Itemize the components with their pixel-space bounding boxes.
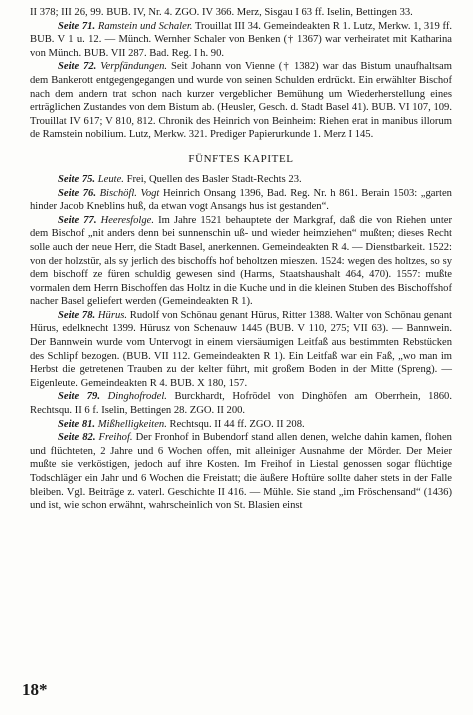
paragraph-text: Rechtsqu. II 44 ff. ZGO. II 208.: [169, 418, 305, 430]
paragraph: [30, 390, 452, 417]
paragraph: [30, 173, 452, 187]
paragraph: [30, 309, 452, 391]
paragraph-text: Der Fronhof in Bubendorf stand allen denen, welche dahin kamen, flohen und flüchteten, 2 Jahre und 6 Wochen offen, mit alleiniger Ausnahme der Mörder. Der Meier mußte sie verköstigen, jedoch auf ihre Kosten. Im Freihof in Liestal genossen sogar flüchtige Todschläger ein Jahr und 6 Wochen die Freistatt; die äußere Hoftüre sollte daher stets in der Falle bleiben. Vgl. Beiträge z. vaterl. Geschichte II 416. — Mühle. Sie stand „im Fröschensand“ (1436) und ist, wie schon erwähnt, wahrscheinlich von St. Blasien einst: [30, 432, 452, 512]
paragraph: [30, 20, 452, 61]
paragraph-label: Ramstein und Schaler.: [97, 20, 193, 32]
paragraph-label: Bischöfl. Vogt: [99, 187, 160, 199]
section-ref: Seite 81.: [58, 418, 96, 430]
paragraph-label: Leute.: [97, 173, 124, 185]
paragraph-label: Freihof.: [98, 432, 133, 444]
paragraph-text: Seit Johann von Vienne († 1382) war das Bistum unaufhaltsam dem Bankerott entgegengegangen und wurde von seinen Schulden erdrückt. Ein erwählter Bischof nach dem andern trat schon nach kurzer vergeblicher Bemühung um Wiederherstellung eines erträglichen Zustandes von dem Bistum ab. (Heusler, Gesch. d. Stadt Basel 41). BUB. VI 107, 109. Trouillat IV 617; V 810, 812. Chronik des Heinrich von Beinheim: Riehen erat in manibus illorum de Ramstein nobilium. Lutz, Merkw. 321. Prediger Papierurkunde 1. Merz I 145.: [30, 61, 452, 141]
section-ref: Seite 71.: [58, 20, 96, 32]
paragraph: [30, 214, 452, 309]
paragraph-label: Hürus.: [97, 309, 128, 321]
paragraph: [30, 187, 452, 214]
paragraph-label: Heeresfolge.: [100, 214, 155, 226]
section-ref: Seite 77.: [58, 214, 97, 226]
section-ref: Seite 82.: [58, 432, 96, 444]
section-ref: Seite 76.: [58, 187, 96, 199]
section-ref: Seite 72.: [58, 61, 97, 73]
paragraph: [30, 418, 452, 432]
paragraph-text: Im Jahre 1521 behauptete der Markgraf, daß die von Riehen unter dem Bischof „nit anders denn bei sunnenschin uß- und wieder heimziehen“ mußten; dieses Recht solle auch der neue Herr, die Stadt Basel, anerkennen. Gemeindeakten R 4. — Dienstbarkeit. 1522: von der holzstür, als sy jerlich des bischoffs hof beholtzen mieszen. 1524: wegen des holtzes, so sy dem bischoff ze füren schuldig gewesen sind (Harms, Staatshaushalt 464, 470). 1557: mußte vormalen dem Herrn Bischoffen das Holtz in die Kuche und in die kleinen Stuben des Bischoffshof nacher Basel geliefert werden (Gemeindeakten R 1).: [30, 214, 453, 308]
paragraph-text: Heinrich Onsang 1396, Bad. Reg. Nr. h 861. Berain 1503: „garten hinder Jacob Kneblins huß, da etwan vogt Ansangs hus ist gestanden“.: [30, 187, 452, 213]
section-ref: Seite 78.: [58, 309, 96, 321]
section-ref: Seite 75.: [58, 173, 96, 185]
page-number: 18*: [22, 680, 48, 699]
paragraph-text: Burckhardt, Hofrödel von Dinghöfen am Oberrhein, 1860. Rechtsqu. II 6 f. Iselin, Bettingen 28. ZGO. II 200.: [30, 391, 453, 417]
paragraph: [30, 431, 452, 513]
paragraph-label: Dinghofrodel.: [107, 391, 167, 403]
paragraph-label: Mißhelligkeiten.: [97, 418, 167, 430]
paragraph-text: Trouillat III 34. Gemeindeakten R 1. Lutz, Merkw. 1, 319 ff. BUB. V 1 u. 12. — Münch. Wernher Schaler von Benken († 1367) war verheiratet mit Katharina von Münch. BUB. VII 287. Bad. Reg. I h. 90.: [30, 20, 452, 59]
section-ref: Seite 79.: [58, 391, 100, 403]
paragraph: [30, 6, 452, 20]
paragraph-label: Verpfändungen.: [100, 61, 168, 73]
paragraph-text: II 378; III 26, 99. BUB. IV, Nr. 4. ZGO. IV 366. Merz, Sisgau I 63 ff. Iselin, Bettingen 33.: [30, 7, 413, 18]
paragraph-text: Frei, Quellen des Basler Stadt-Rechts 23.: [126, 173, 302, 185]
chapter-heading: FÜNFTES KAPITEL: [188, 152, 294, 165]
paragraph: [30, 60, 452, 142]
paragraph-text: Rudolf von Schönau genant Hürus, Ritter 1388. Walter von Schönau genant Hürus, edelknecht 1399. Hürusz von Schenauw 1445 (BUB. V 110, 275; VII 63). — Bannwein. Der Bannwein wurde vom Untervogt in einem viersäumigen Leitfaß aus bestimmten Rebstücken des Schlipf bezogen. (BUB. VII 112. Gemeindeakten R 1). Ein Leitfaß war ein Faß, „wo man im Herbst die getretenen Trauben zu der kelter führt, mit großem Boden in der Mitte (Spreng). — Eigenleute. Gemeindeakten R 4. BUB. X 180, 157.: [30, 309, 452, 389]
